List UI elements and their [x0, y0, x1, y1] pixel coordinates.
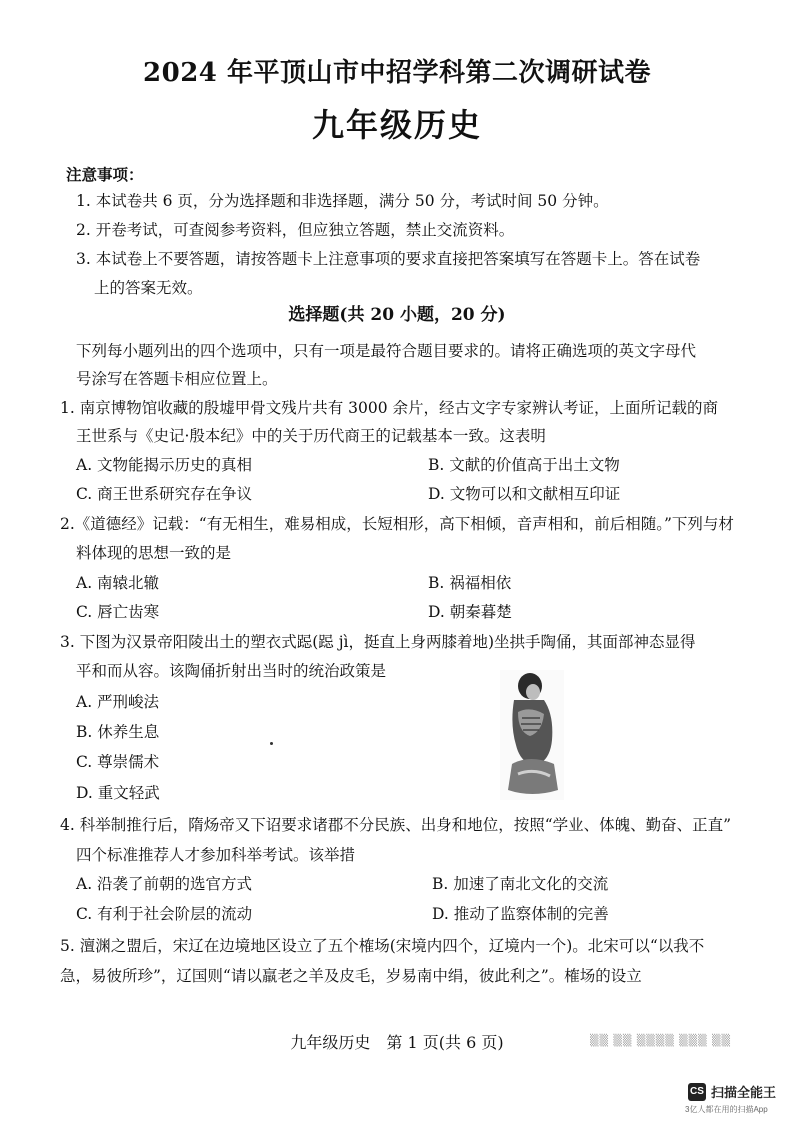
option-b: B. 文献的价值高于出土文物: [428, 456, 620, 474]
pottery-figurine-image: [500, 670, 564, 800]
option-c: C. 尊崇儒术: [76, 753, 160, 771]
logo-name: 扫描全能王: [711, 1085, 777, 1100]
option-a: A. 沿袭了前朝的选官方式: [76, 875, 253, 893]
note-item: 3. 本试卷上不要答题，请按答题卡上注意事项的要求直接把答案填写在答题卡上。答在试卷: [76, 250, 701, 268]
question-stem: 四个标准推荐人才参加科举考试。该举措: [76, 846, 356, 864]
question-stem: 2.《道德经》记载：“有无相生，难易相成，长短相形，高下相倾，音声相和，前后相随。”下列与材: [60, 515, 734, 533]
exam-title: 2024 年平顶山市中招学科第二次调研试卷: [143, 58, 651, 88]
option-c: C. 有利于社会阶层的流动: [76, 905, 253, 923]
scanner-logo: [688, 1082, 776, 1101]
option-d: D. 推动了监察体制的完善: [432, 905, 609, 923]
scan-speck: [270, 742, 273, 745]
question-stem: 3. 下图为汉景帝阳陵出土的塑衣式跽(跽 jì，挺直上身两膝着地)坐拱手陶俑，其面部神态显得: [60, 633, 696, 651]
question-stem: 平和而从容。该陶俑折射出当时的统治政策是: [76, 662, 387, 680]
logo-tagline: 3亿人都在用的扫描App: [685, 1105, 768, 1114]
subject-title: 九年级历史: [311, 106, 482, 144]
note-item: 1. 本试卷共 6 页，分为选择题和非选择题，满分 50 分，考试时间 50 分钟。: [76, 192, 609, 210]
section-instruction: 下列每小题列出的四个选项中，只有一项是最符合题目要求的。请将正确选项的英文字母代: [76, 342, 697, 360]
option-a: A. 文物能揭示历史的真相: [76, 456, 253, 474]
option-c: C. 唇亡齿寒: [76, 603, 160, 621]
question-stem: 王世系与《史记·殷本纪》中的关于历代商王的记载基本一致。这表明: [76, 427, 546, 445]
section-instruction: 号涂写在答题卡相应位置上。: [76, 370, 278, 388]
option-b: B. 祸福相依: [428, 574, 512, 592]
faint-watermark: ▒▒ ▒▒ ▒▒▒▒ ▒▒▒ ▒▒: [590, 1034, 731, 1047]
question-stem: 急，易彼所珍”，辽国则“请以羸老之羊及皮毛，岁易南中绢，彼此利之”。榷场的设立: [60, 967, 642, 985]
section-title: 选择题(共 20 小题，20 分): [288, 305, 506, 325]
option-d: D. 重文轻武: [76, 784, 160, 802]
option-d: D. 文物可以和文献相互印证: [428, 485, 621, 503]
question-stem: 1. 南京博物馆收藏的殷墟甲骨文残片共有 3000 余片，经古文字专家辨认考证，上面所记载的商: [60, 399, 719, 417]
option-d: D. 朝秦暮楚: [428, 603, 512, 621]
page-footer: 九年级历史 第 1 页(共 6 页): [290, 1033, 504, 1052]
option-a: A. 严刑峻法: [76, 693, 160, 711]
question-stem: 4. 科举制推行后，隋炀帝又下诏要求诸郡不分民族、出身和地位，按照“学业、体魄、勤奋、正直”: [60, 816, 732, 834]
option-a: A. 南辕北辙: [76, 574, 160, 592]
option-b: B. 休养生息: [76, 723, 160, 741]
note-item: 上的答案无效。: [94, 279, 203, 297]
cs-logo-icon: CS: [688, 1083, 706, 1101]
option-b: B. 加速了南北文化的交流: [432, 875, 609, 893]
question-stem: 5. 澶渊之盟后，宋辽在边境地区设立了五个榷场(宋境内四个，辽境内一个)。北宋可以“以我不: [60, 937, 705, 955]
notes-heading: 注意事项：: [66, 165, 144, 184]
note-item: 2. 开卷考试，可查阅参考资料，但应独立答题，禁止交流资料。: [76, 221, 515, 239]
question-stem: 料体现的思想一致的是: [76, 544, 232, 562]
option-c: C. 商王世系研究存在争议: [76, 485, 253, 503]
